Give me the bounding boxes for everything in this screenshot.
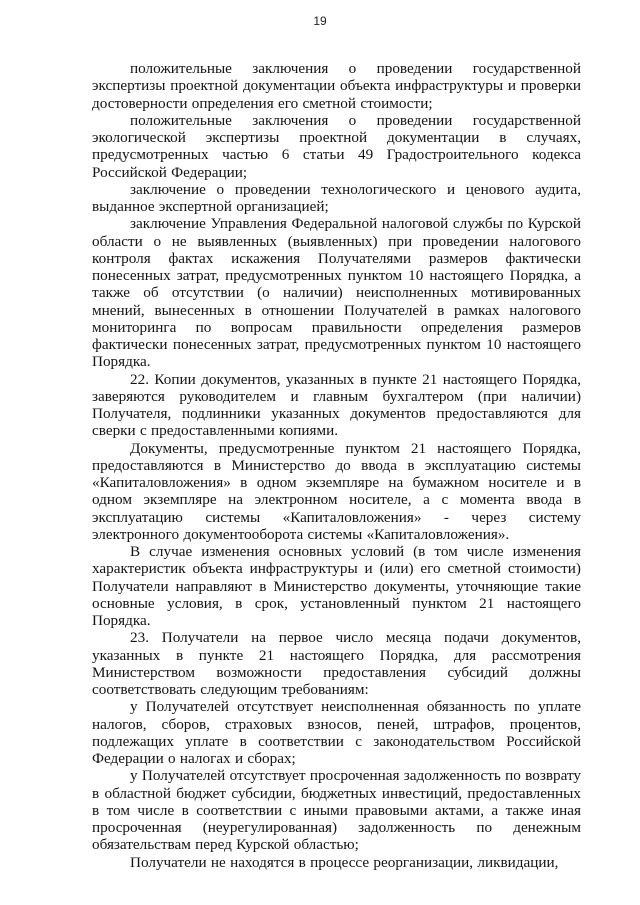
- page-number: 19: [313, 14, 327, 28]
- paragraph-documents-submission: Документы, предусмотренные пунктом 21 настоящего Порядка, предоставляются в Министерство до ввода в эксплуатацию системы «Капиталовложения» в одном экземпляре на бумажном носителе и в одном экземпляре на электронном носителе, а с момента ввода в эксплуатацию системы «Капиталовложения» - через систему электронного документооборота системы «Капиталовложения».: [92, 439, 581, 543]
- paragraph-conditions-change: В случае изменения основных условий (в том числе изменения характеристик объекта инфраструктуры и (или) его сметной стоимости) Получатели направляют в Министерство документы, уточняющие такие основные условия, в срок, установленный пунктом 21 настоящего Порядка.: [92, 543, 581, 629]
- paragraph-no-overdue-debt: у Получателей отсутствует просроченная задолженность по возврату в областной бюджет субсидии, бюджетных инвестиций, предоставленных в том числе в соответствии с иными правовыми актами, а также иная просроченная (неурегулированная) задолженность по денежным обязательствам перед Курской областью;: [92, 767, 581, 854]
- paragraph-state-expertise: положительные заключения о проведении государственной экспертизы проектной документации объекта инфраструктуры и проверки достоверности определения его сметной стоимости;: [92, 60, 581, 112]
- document-body: [92, 60, 581, 871]
- paragraph-no-tax-debt: у Получателей отсутствует неисполненная обязанность по уплате налогов, сборов, страховых взносов, пеней, штрафов, процентов, подлежащих уплате в соответствии с законодательством Российской Федерации о налогах и сборах;: [92, 698, 581, 767]
- paragraph-ecological-expertise: положительные заключения о проведении государственной экологической экспертизы проектной документации в случаях, предусмотренных частью 6 статьи 49 Градостроительного кодекса Российской Федерации;: [92, 111, 581, 181]
- paragraph-item-23: 23. Получатели на первое число месяца подачи документов, указанных в пункте 21 настоящего Порядка, для рассмотрения Министерством возможности предоставления субсидий должны соответствовать следующим требованиям:: [92, 629, 581, 698]
- paragraph-no-reorganization: Получатели не находятся в процессе реорганизации, ликвидации,: [130, 853, 559, 871]
- paragraph-technological-audit: заключение о проведении технологического и ценового аудита, выданное экспертной организацией;: [92, 180, 581, 215]
- paragraph-item-22: 22. Копии документов, указанных в пункте 21 настоящего Порядка, заверяются руководителем и главным бухгалтером (при наличии) Получателя, подлинники указанных документов предоставляются для сверки с предоставленными копиями.: [92, 370, 581, 440]
- paragraph-tax-service-conclusion: заключение Управления Федеральной налоговой службы по Курской области о не выявленных (выявленных) при проведении налогового контроля фактах искажения Получателями размеров фактически понесенных затрат, предусмотренных пунктом 10 настоящего Порядка, а также об отсутствии (о наличии) неисполненных мотивированных мнений, вынесенных в отношении Получателей в рамках налогового мониторинга по вопросам правильности определения размеров фактически понесенных затрат, предусмотренных пунктом 10 настоящего Порядка.: [92, 215, 581, 371]
